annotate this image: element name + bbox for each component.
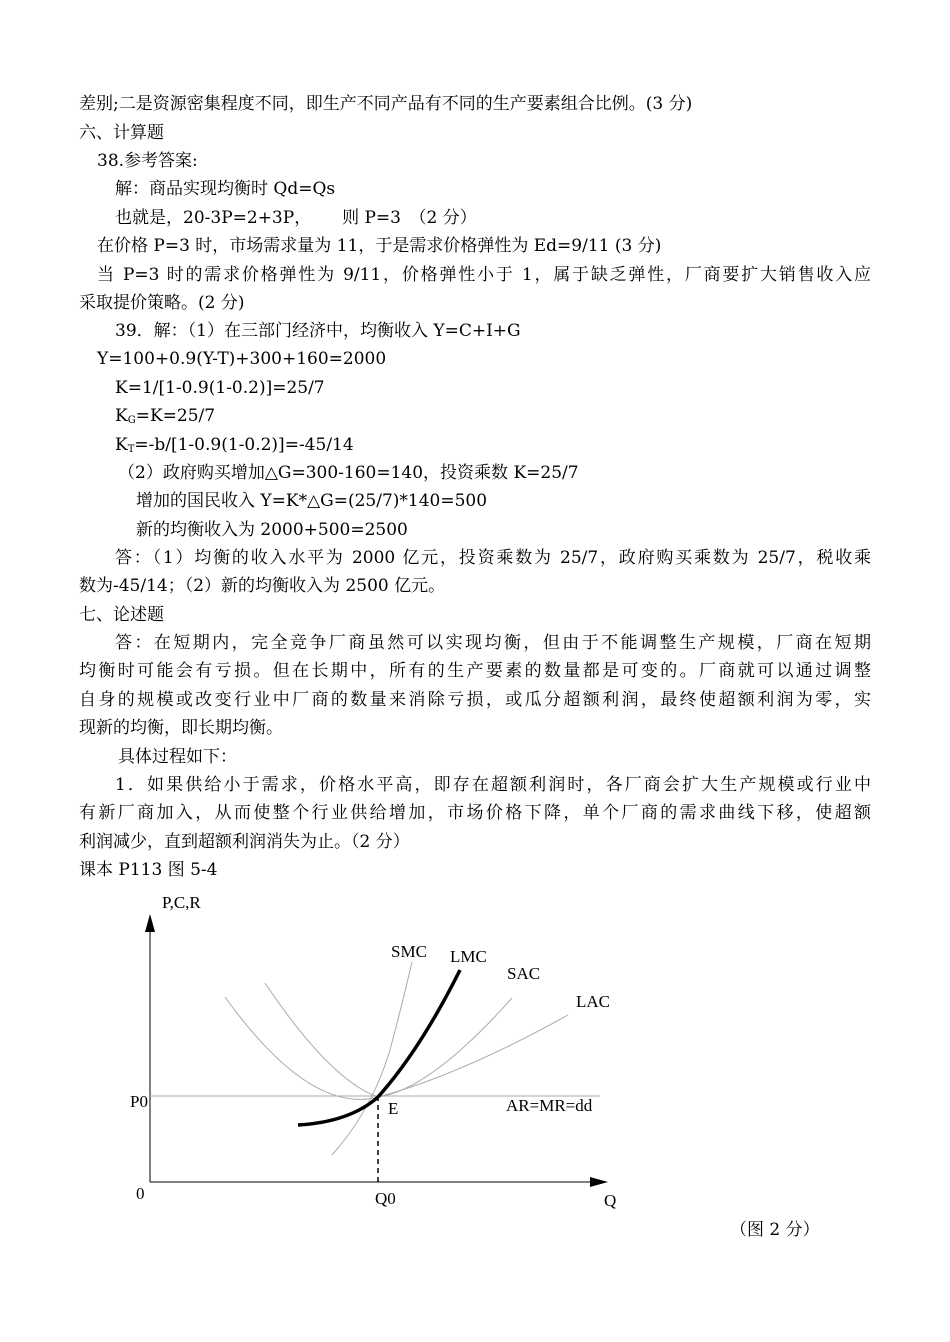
text-line: 答：在短期内，完全竞争厂商虽然可以实现均衡，但由于不能调整生产规模，厂商在短期	[115, 633, 871, 653]
section-heading: 七、论述题	[79, 605, 164, 625]
y-axis-arrow	[145, 914, 155, 932]
ar-mr-dd-label: AR=MR=dd	[506, 1096, 593, 1115]
lac-label: LAC	[576, 992, 610, 1011]
x-axis-arrow	[590, 1177, 608, 1187]
text-line: 自身的规模或改变行业中厂商的数量来消除亏损，或瓜分超额利润，最终使超额利润为零，实	[79, 690, 871, 710]
figure-reference: 课本 P113 图 5-4	[79, 860, 218, 880]
text-line: 数为-45/14；（2）新的均衡收入为 2500 亿元。	[79, 576, 446, 596]
x-axis-label: Q	[604, 1191, 617, 1210]
long-run-equilibrium-figure	[0, 880, 950, 1220]
text-line: 在价格 P=3 时，市场需求量为 11，于是需求价格弹性为 Ed=9/11 (3 分)	[97, 236, 662, 256]
origin-label: 0	[136, 1184, 145, 1203]
text-line: 利润减少，直到超额利润消失为止。（2 分）	[79, 832, 410, 852]
text-line: 采取提价策略。(2 分)	[79, 293, 245, 313]
sac-label: SAC	[507, 964, 541, 983]
question-heading: 39．解：（1）在三部门经济中，均衡收入 Y=C+I+G	[115, 321, 521, 341]
formula-line: $K_T=-b/[1-0.9(1-0.2)]=-45/14$	[115, 435, 354, 455]
text-line: 有新厂商加入，从而使整个行业供给增加，市场价格下降，单个厂商的需求曲线下移，使超额	[79, 803, 871, 823]
lmc-curve	[298, 970, 460, 1125]
smc-label: SMC	[391, 942, 427, 961]
formula-line: $K_G=K=25/7$	[115, 406, 216, 426]
smc-curve	[332, 962, 412, 1155]
text-line: 差别;二是资源密集程度不同，即生产不同产品有不同的生产要素组合比例。(3 分)	[79, 94, 693, 114]
figure-caption: （图 2 分）	[730, 1220, 820, 1240]
text-line: 具体过程如下：	[118, 747, 237, 767]
lmc-label: LMC	[450, 947, 487, 966]
lac-curve	[225, 997, 568, 1099]
text-line: 解：商品实现均衡时 Qd=Qs	[115, 179, 336, 199]
sac-curve	[265, 983, 512, 1097]
e-point-label: E	[388, 1099, 399, 1118]
formula-line: Y=100+0.9(Y-T)+300+160=2000	[97, 349, 387, 369]
text-line: 现新的均衡，即长期均衡。	[79, 718, 283, 738]
p0-label: P0	[130, 1092, 148, 1111]
formula-line: 增加的国民收入 Y=K*△G=(25/7)*140=500	[136, 491, 488, 511]
text-line: 答：（1）均衡的收入水平为 2000 亿元，投资乘数为 25/7，政府购买乘数为 25/7，税收乘	[115, 548, 871, 568]
section-heading: 六、计算题	[79, 123, 164, 143]
formula-line: K=1/[1-0.9(1-0.2)]=25/7	[115, 378, 325, 398]
text-line: 当 P=3 时的需求价格弹性为 9/11，价格弹性小于 1，属于缺乏弹性，厂商要扩大销售收入应	[97, 265, 871, 285]
y-axis-label: P,C,R	[162, 893, 201, 912]
question-heading: 38.参考答案:	[97, 151, 198, 171]
text-line: （2）政府购买增加△G=300-160=140，投资乘数 K=25/7	[118, 463, 579, 483]
text-line: 均衡时可能会有亏损。但在长期中，所有的生产要素的数量都是可变的。厂商就可以通过调整	[79, 661, 871, 681]
q0-label: Q0	[375, 1189, 396, 1208]
text-line: 也就是，20-3P=2+3P， 则 P=3 （2 分）	[115, 208, 477, 228]
text-line: 1．如果供给小于需求，价格水平高，即存在超额利润时，各厂商会扩大生产规模或行业中	[115, 775, 871, 795]
formula-line: 新的均衡收入为 2000+500=2500	[136, 520, 408, 540]
